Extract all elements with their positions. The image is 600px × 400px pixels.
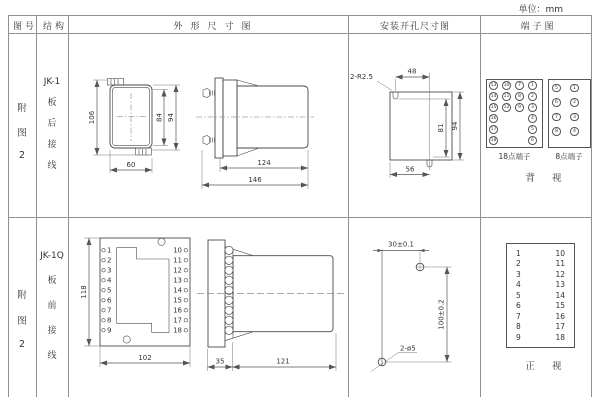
terminal-4: 4 — [570, 127, 579, 136]
dim-84: 84 — [155, 113, 164, 122]
terminal-map-row: 5 14 — [516, 290, 565, 300]
terminal-map-row: 3 12 — [516, 269, 565, 279]
terminal-map-row: 2 11 — [516, 259, 565, 269]
dim-106: 106 — [88, 110, 96, 125]
svg-text:18: 18 — [173, 326, 182, 335]
svg-text:8: 8 — [107, 316, 112, 325]
structure-char: 板 — [47, 276, 57, 286]
terminal-14: 14 — [490, 94, 497, 100]
svg-text:11: 11 — [173, 256, 182, 265]
terminal-18: 18 — [490, 138, 497, 144]
terminal-map-row: 7 16 — [516, 311, 565, 321]
terminal-6: 6 — [552, 98, 561, 107]
svg-text:13: 13 — [173, 276, 182, 285]
row2-view-label: 正 视 — [525, 361, 569, 372]
terminal-map-row: 1 10 — [516, 249, 565, 258]
panel-cutout — [350, 68, 464, 179]
terminal-5: 5 — [528, 125, 537, 134]
dim-30: 30±0.1 — [388, 240, 414, 249]
terminal-2: 2 — [528, 92, 537, 101]
svg-text:9: 9 — [107, 326, 112, 335]
side-view — [197, 240, 344, 371]
row1-structure — [36, 77, 68, 171]
structure-char: 前 — [47, 301, 57, 311]
svg-text:2: 2 — [107, 256, 112, 265]
row2-mounting-drawing — [348, 217, 480, 394]
dim-94-front: 94 — [167, 113, 175, 122]
terminal-13: 13 — [490, 83, 497, 89]
dim-146: 146 — [248, 176, 262, 184]
table-right-border — [591, 15, 592, 397]
header-structure: 结构 — [42, 21, 67, 32]
hole-label: 2-ø5 — [400, 344, 416, 353]
structure-char: 接 — [47, 326, 57, 336]
terminal-table — [506, 243, 575, 348]
svg-text:1: 1 — [107, 246, 112, 255]
front-view — [88, 79, 180, 174]
terminal-1: 1 — [528, 81, 537, 90]
dim-35: 35 — [215, 357, 225, 366]
dim-60: 60 — [126, 161, 136, 169]
svg-text:17: 17 — [173, 316, 182, 325]
terminal-8: 8 — [515, 92, 524, 101]
dim-94-mount: 94 — [451, 121, 459, 131]
drilling-plan — [371, 241, 452, 372]
terminal-3: 3 — [528, 103, 537, 112]
svg-text:3: 3 — [107, 266, 112, 275]
terminal-9: 9 — [515, 103, 524, 112]
svg-text:6: 6 — [107, 296, 112, 305]
svg-text:16: 16 — [173, 306, 182, 315]
terminal-16: 16 — [490, 116, 497, 122]
terminal-12: 12 — [503, 105, 510, 111]
terminal-10: 10 — [503, 83, 510, 89]
svg-text:5: 5 — [107, 286, 112, 295]
dim-124: 124 — [257, 159, 271, 167]
dim-81: 81 — [437, 123, 445, 133]
label-18-point: 18点端子 — [498, 152, 531, 161]
terminal-2: 2 — [570, 98, 579, 107]
structure-char: 线 — [47, 161, 57, 171]
figure-char: 附 — [17, 103, 27, 114]
terminal-map-row: 9 18 — [516, 332, 565, 342]
terminal-17: 17 — [490, 127, 497, 133]
structure-char: JK-1 — [43, 77, 61, 87]
row1-figure-no — [8, 100, 36, 161]
svg-text:15: 15 — [173, 296, 182, 305]
label-8-point: 8点端子 — [555, 152, 583, 161]
row1-mounting-drawing — [348, 33, 480, 217]
terminal-5: 5 — [552, 84, 561, 93]
front-plate-view — [80, 238, 190, 367]
structure-char: 板 — [47, 98, 57, 108]
plate-terminals-right — [173, 246, 187, 334]
figure-char: 2 — [18, 150, 26, 161]
terminal-map-row: 4 13 — [516, 280, 565, 290]
header-outline: 外形尺寸图 — [173, 21, 259, 32]
figure-char: 附 — [17, 290, 27, 301]
row2-figure-no — [8, 287, 36, 350]
dim-56: 56 — [405, 165, 415, 174]
header-figure-no: 图号 — [12, 21, 37, 32]
row2-structure — [36, 251, 68, 361]
terminal-7: 7 — [515, 81, 524, 90]
structure-char: 后 — [47, 119, 57, 129]
row1-outline-drawing — [68, 33, 348, 217]
slot-label: 2-R2.5 — [350, 73, 373, 81]
terminal-4: 4 — [528, 114, 537, 123]
row1-view-label: 背 视 — [525, 173, 569, 184]
figure-char: 图 — [17, 128, 27, 139]
structure-char: 接 — [47, 140, 57, 150]
structure-char: 线 — [47, 351, 57, 361]
svg-text:12: 12 — [173, 266, 182, 275]
terminal-8: 8 — [552, 127, 561, 136]
svg-text:7: 7 — [107, 306, 112, 315]
dim-121: 121 — [276, 357, 290, 366]
dim-118: 118 — [80, 285, 88, 299]
table-top-border — [8, 15, 592, 16]
terminal-15: 15 — [490, 105, 497, 111]
terminal-7: 7 — [552, 113, 561, 122]
side-view — [196, 78, 314, 189]
figure-char: 图 — [17, 316, 27, 327]
dim-102: 102 — [138, 354, 152, 362]
svg-text:14: 14 — [173, 286, 182, 295]
plate-terminals-left — [102, 246, 112, 334]
svg-text:4: 4 — [107, 276, 112, 285]
terminal-11: 11 — [503, 94, 510, 100]
header-terminal: 端子图 — [520, 21, 557, 32]
figure-char: 2 — [18, 339, 26, 350]
side-terminal-bumps — [225, 246, 233, 334]
unit-label: 单位：mm — [518, 5, 563, 15]
terminal-map-row: 8 17 — [516, 322, 565, 332]
terminal-1: 1 — [570, 84, 579, 93]
header-mounting: 安装开孔尺寸图 — [379, 21, 450, 32]
dim-48: 48 — [407, 67, 417, 76]
svg-text:10: 10 — [173, 246, 182, 255]
dim-100: 100±0.2 — [437, 299, 446, 330]
terminal-6: 6 — [528, 136, 537, 145]
terminal-map-row: 6 15 — [516, 301, 565, 311]
col-divider-4 — [480, 15, 481, 397]
structure-char: JK-1Q — [40, 251, 64, 261]
row2-outline-drawing — [68, 217, 348, 394]
terminal-3: 3 — [570, 113, 579, 122]
